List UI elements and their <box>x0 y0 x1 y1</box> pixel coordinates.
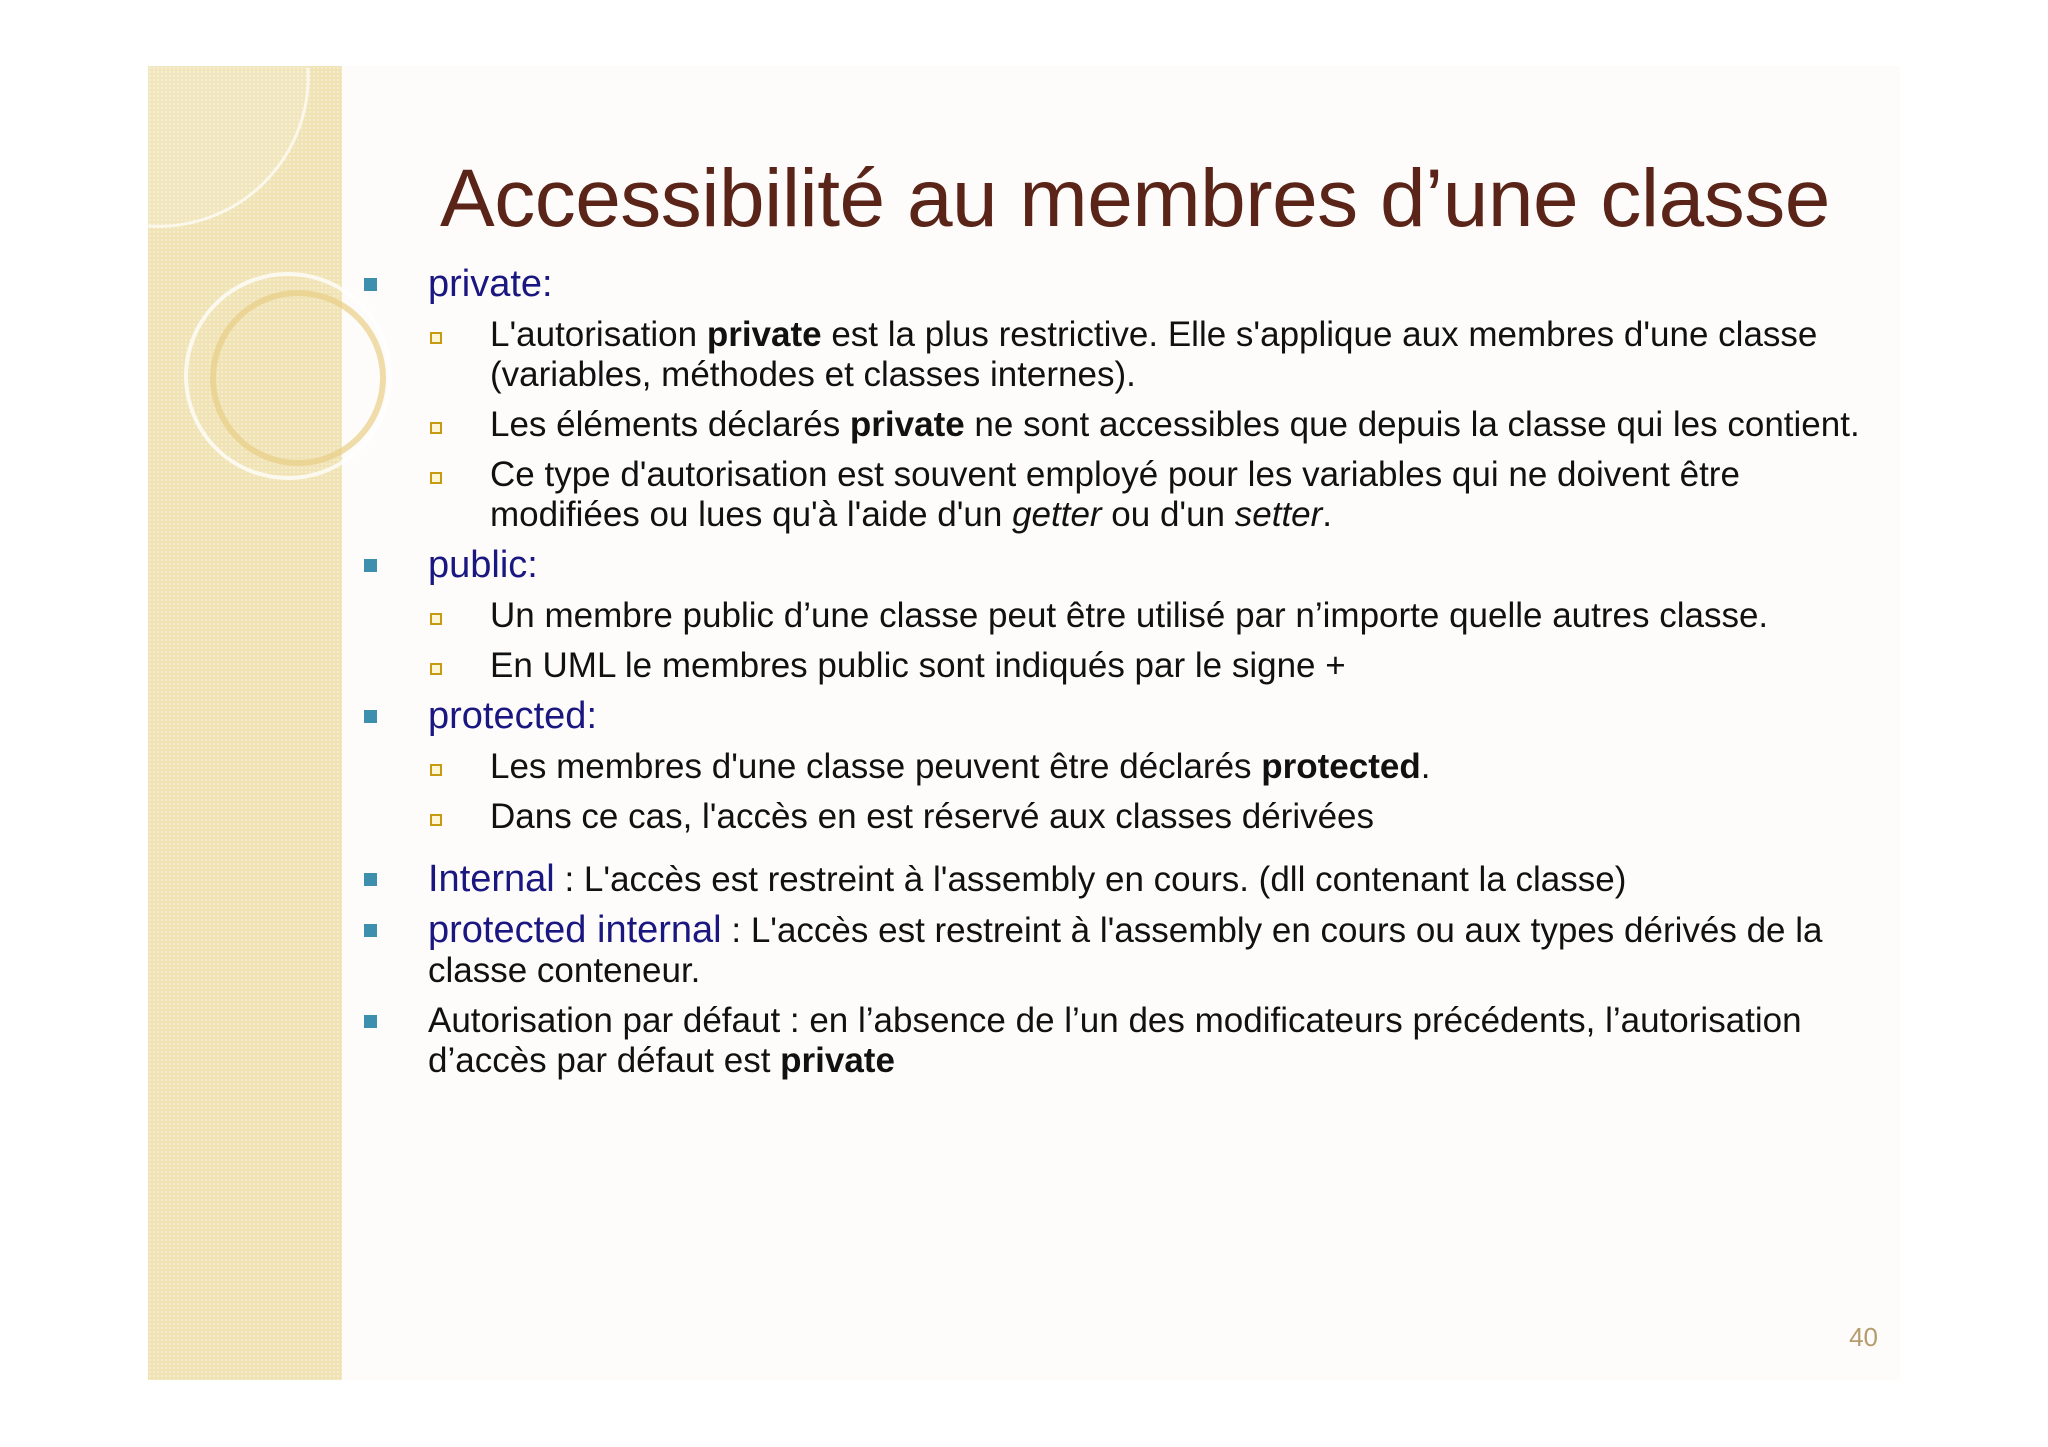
checkbox-bullet-icon <box>430 814 442 826</box>
bullet-internal <box>358 859 1878 900</box>
checkbox-bullet-icon <box>430 663 442 675</box>
keyword-private: private: <box>428 263 553 305</box>
bullet-public <box>358 545 1878 586</box>
list-item <box>358 646 1878 686</box>
square-bullet-icon <box>364 873 377 886</box>
text: : L'accès est restreint à l'assembly en cours. (dll contenant la classe) <box>554 860 1627 899</box>
checkbox-bullet-icon <box>430 422 442 434</box>
bold-text: private <box>780 1041 895 1080</box>
keyword-protected: protected: <box>428 695 597 737</box>
keyword-public: public: <box>428 544 538 586</box>
list-item <box>358 405 1878 445</box>
bullet-private <box>358 264 1878 305</box>
text: En UML le membres public sont indiqués par le signe + <box>490 646 1346 685</box>
text: . <box>1322 495 1333 534</box>
square-bullet-icon <box>364 559 377 572</box>
bullet-default <box>358 1001 1878 1081</box>
bullet-protected-internal <box>358 910 1878 991</box>
square-bullet-icon <box>364 710 377 723</box>
square-bullet-icon <box>364 278 377 291</box>
keyword-internal: Internal <box>428 858 555 900</box>
checkbox-bullet-icon <box>430 613 442 625</box>
square-bullet-icon <box>364 1015 377 1028</box>
checkbox-bullet-icon <box>430 332 442 344</box>
text: . <box>1420 747 1431 786</box>
list-item <box>358 747 1878 787</box>
text: Les éléments déclarés <box>490 405 850 444</box>
checkbox-bullet-icon <box>430 472 442 484</box>
text: ou d'un <box>1101 495 1235 534</box>
text: Un membre public d’une classe peut être utilisé par n’importe quelle autres classe. <box>490 596 1769 635</box>
italic-text: setter <box>1234 495 1323 534</box>
text: ne sont accessibles que depuis la classe qui les contient. <box>964 405 1860 444</box>
text: Dans ce cas, l'accès en est réservé aux classes dérivées <box>490 797 1375 836</box>
bold-text: protected <box>1261 747 1421 786</box>
text: Ce type d'autorisation est souvent employé pour les variables qui ne doivent être modifiées ou lues qu'à l'aide d'un <box>490 455 1740 534</box>
page-number: 40 <box>1849 1322 1878 1352</box>
text: : L'accès est restreint à l'assembly en cours ou aux types dérivés de la classe conteneur. <box>428 911 1823 990</box>
list-item <box>358 596 1878 636</box>
slide-title: Accessibilité au membres d’une classe <box>440 153 1830 244</box>
keyword-protected-internal: protected internal <box>428 909 722 951</box>
text: Autorisation par défaut : en l’absence de l’un des modificateurs précédents, l’autorisation d’accès par défaut est <box>428 1001 1802 1080</box>
checkbox-bullet-icon <box>430 764 442 776</box>
list-item <box>358 315 1878 395</box>
italic-text: getter <box>1012 495 1102 534</box>
bold-text: private <box>706 315 822 354</box>
slide-content <box>358 264 1878 1091</box>
bullet-protected <box>358 696 1878 737</box>
list-item <box>358 455 1878 535</box>
text: est la plus restrictive. Elle s'applique aux membres d'une classe (variables, méthodes et classes internes). <box>490 315 1818 394</box>
text: L'autorisation <box>490 315 707 354</box>
text: Les membres d'une classe peuvent être déclarés <box>490 747 1262 786</box>
slide <box>148 66 1900 1380</box>
bold-text: private <box>849 405 965 444</box>
list-item <box>358 797 1878 837</box>
square-bullet-icon <box>364 924 377 937</box>
